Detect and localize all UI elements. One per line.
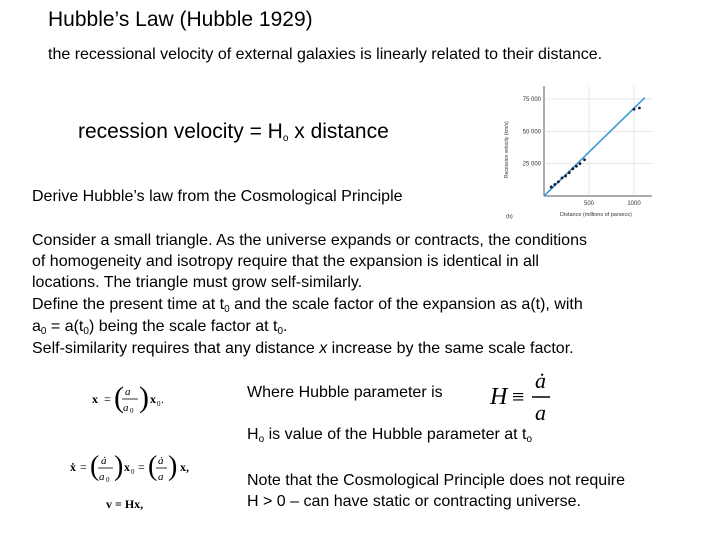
formula-numerator: ȧ [535,368,546,393]
eq2-mid-sub: 0 [131,468,135,476]
paragraph-line-4 [32,296,583,315]
data-point [550,186,553,189]
line6-text-b: increase by the same scale factor. [327,340,574,357]
y-tick-label: 75 000 [522,96,541,103]
line5-text-d: . [283,318,288,335]
eq2-numerator-2: ȧ [158,455,164,467]
equation-rhs: x distance [288,120,389,143]
formula-h: H [490,384,508,410]
slide-title: Hubble’s Law (Hubble 1929) [48,8,313,31]
eq1-rhs: x [150,392,156,406]
data-point [561,176,564,179]
where-hubble-parameter-text: Where Hubble parameter is [247,384,443,401]
data-point [571,167,574,170]
ho-definition-text [247,426,532,445]
eq2-right-paren: ) [114,451,124,482]
paragraph-line-3: locations. The triangle must grow self-similarly. [32,274,363,291]
x-tick-labels [584,201,641,207]
line5-subscript-2: 0 [83,326,89,337]
line5-text-a: a [32,318,41,335]
eq2-left-paren: ( [90,451,100,482]
eq2-mid: x [124,460,130,474]
ho-h: H [247,426,259,443]
eq1-left-paren: ( [114,381,124,414]
ho-subscript: o [258,434,265,445]
y-tick-label: 25 000 [522,161,541,168]
data-point [579,162,582,165]
data-point [553,183,556,186]
y-axis-label: Recession velocity (km/s) [504,121,510,178]
panel-label: (b) [506,214,513,220]
paragraph-line-6 [32,340,574,358]
data-point [557,180,560,183]
equation-lhs: recession velocity = H [78,120,283,143]
x-tick-label: 1000 [627,201,641,207]
eq1-lhs: x [92,392,98,406]
eq2-equals: = [80,460,87,474]
formula-equiv: ≡ [512,384,525,409]
eq2-rhs: x, [180,460,189,474]
note-line-2: H > 0 – can have static or contracting universe. [247,493,581,510]
line5-subscript-3: 0 [277,326,284,337]
paragraph-line-2: of homogeneity and isotropy require that the expansion is identical in all [32,253,539,270]
eq1-rhs-sub: 0 [157,400,161,408]
eq1-den-sub: 0 [130,407,134,415]
y-tick-label: 50 000 [522,129,541,136]
ho-subscript-2: o [526,434,533,445]
paragraph-line-5 [32,318,288,337]
line6-text-a: Self-similarity requires that any distance [32,340,320,357]
slide-subtitle: the recessional velocity of external galaxies is linearly related to their distance. [48,46,603,63]
data-point [583,158,586,161]
y-tick-labels [523,97,542,168]
hubble-law-equation [78,120,389,144]
x-tick-label: 500 [583,201,595,207]
line5-text-b: = a(t [46,318,84,335]
line4-text-a: Define the present time at t [32,296,225,313]
data-point [638,107,641,110]
data-point [564,175,567,178]
eq1-right-paren: ) [139,381,149,414]
eq2-den-sub: 0 [106,476,110,484]
eq2-equals-2: = [138,460,145,474]
hubble-parameter-formula [488,368,568,426]
eq1-denominator: a [123,402,129,414]
equation-subscript: o [282,133,289,144]
line4-text-b: and the scale factor of the expansion as a(t), with [229,296,583,313]
line5-text-c: ) being the scale factor at t [88,318,278,335]
eq1-period: . [161,392,164,406]
line6-variable-x: x [319,340,328,357]
eq2-left-paren-2: ( [148,451,158,482]
eq1-numerator: a [125,386,131,398]
eq2-right-paren-2: ) [168,451,178,482]
scale-equation [90,378,190,418]
ho-description: is value of the Hubble parameter at t [264,426,527,443]
velocity-equation [68,450,208,486]
data-point [575,165,578,168]
line4-subscript: 0 [224,304,230,315]
paragraph-line-1: Consider a small triangle. As the universe expands or contracts, the conditions [32,232,587,249]
data-point [568,171,571,174]
x-axis-label: Distance (millions of parsecs) [560,212,632,218]
eq2-numerator: ȧ [101,455,107,467]
note-line-1: Note that the Cosmological Principle does not require [247,472,625,489]
eq2-lhs: ẋ [70,460,76,474]
eq3-text: v = Hx, [106,497,144,511]
hubble-diagram-chart [500,78,660,224]
line5-subscript-1: 0 [40,326,47,337]
eq2-denominator-2: a [158,471,164,483]
derive-heading: Derive Hubble’s law from the Cosmological Principle [32,188,403,205]
eq2-denominator: a [99,471,105,483]
data-point [633,108,636,111]
eq1-equals: = [104,392,111,406]
hubble-law-vector-equation [104,494,164,514]
formula-denominator: a [535,400,546,425]
